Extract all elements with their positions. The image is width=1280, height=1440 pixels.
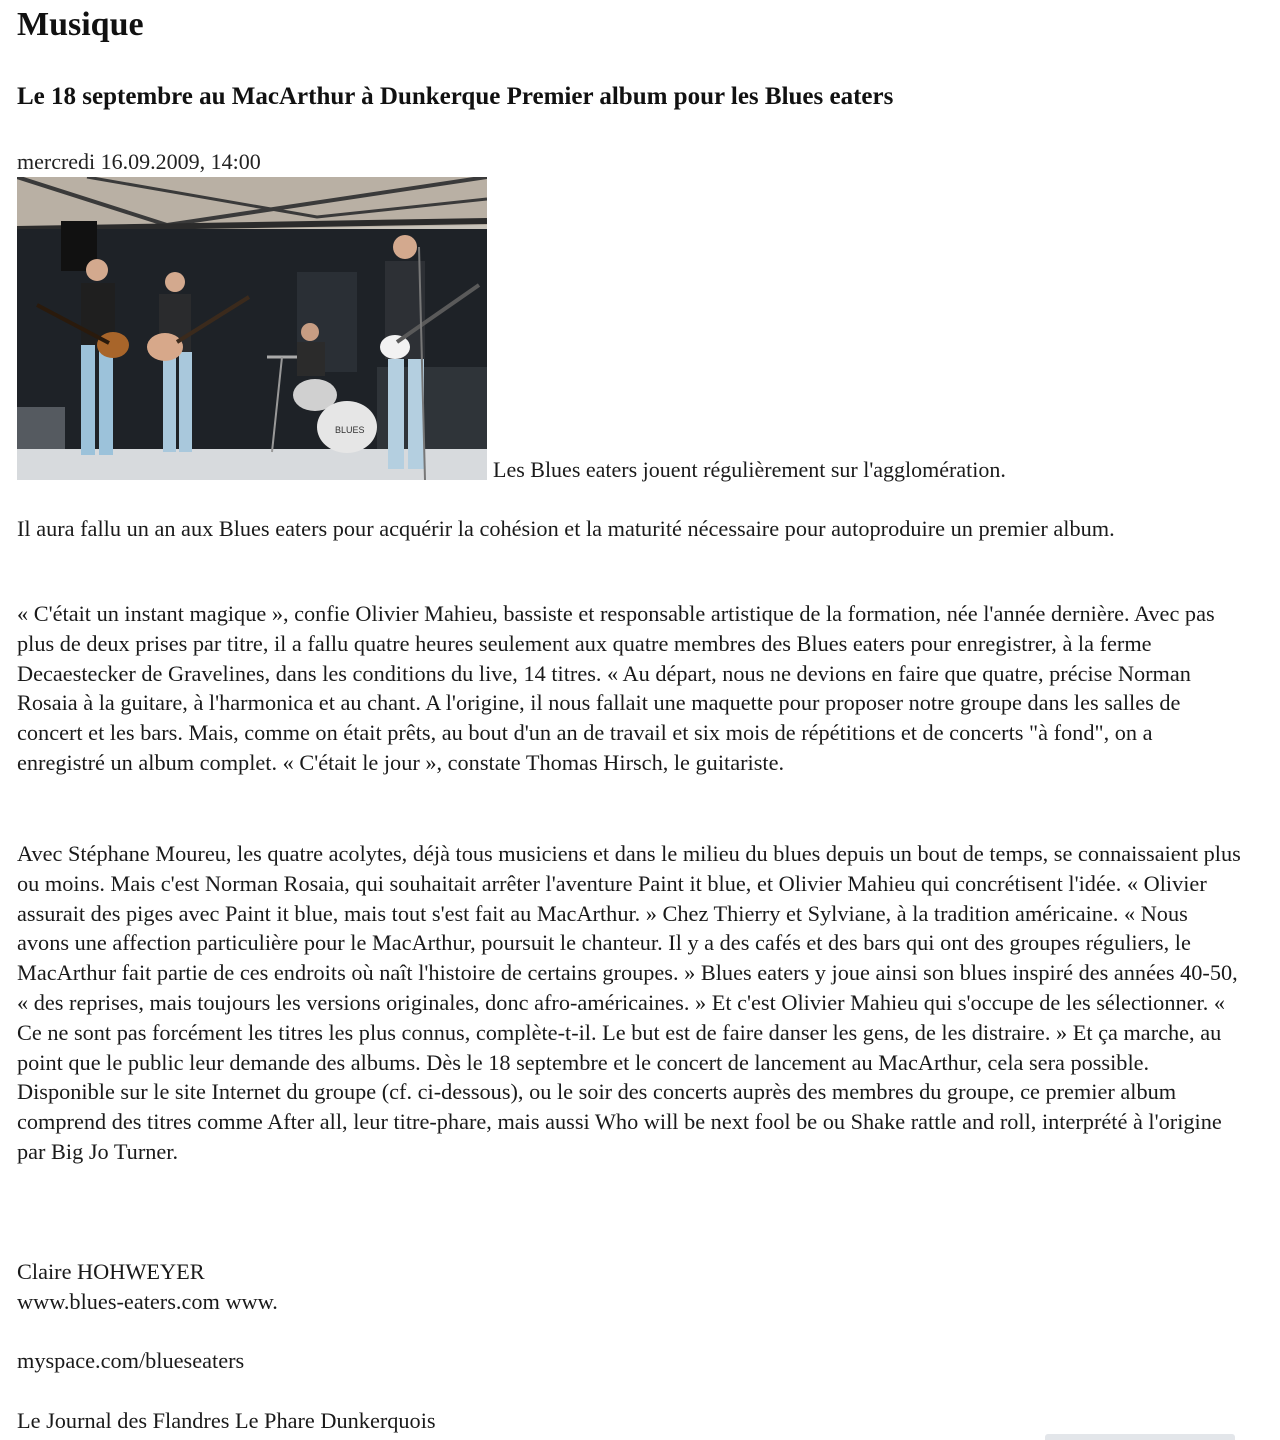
drum-logo: BLUES — [335, 425, 365, 435]
section-title: Musique — [17, 6, 144, 43]
article-paragraph-3: Avec Stéphane Moureu, les quatre acolytes, déjà tous musiciens et dans le milieu du blues depuis un bout de temps, se connaissaient plus ou moins. Mais c'est Norman Rosaia, qui souhaitait arrêter l'aventure Paint it blue, et Olivier Mahieu qui concrétisent l'idée. « Olivier assurait des piges avec Paint it blue, mais tout s'est fait au MacArthur. » Chez Thierry et Sylviane, à la tradition américaine. « Nous avons une affection particulière pour le MacArthur, poursuit le chanteur. Il y a des cafés et des bars qui ont des groupes réguliers, le MacArthur fait partie de ces endroits où naît l'histoire de certains groupes. » Blues eaters y joue ainsi son blues inspiré des années 40-50, « des reprises, mais toujours les versions originales, donc afro-américaines. » Et c'est Olivier Mahieu qui s'occupe de les sélectionner. « Ce ne sont pas forcément les titres les plus connus, complète-t-il. Le but est de faire danser les gens, de les distraire. » Et ça marche, au point que le public leur demande des albums. Dès le 18 septembre et le concert de lancement au MacArthur, cela sera possible. Disponible sur le site Internet du groupe (cf. ci-dessous), ou le soir des concerts auprès des membres du groupe, ce premier album comprend des titres comme After all, leur titre-phare, mais aussi Who will be next fool be ou Shake rattle and roll, interprété à l'origine par Big Jo Turner. — [17, 841, 1241, 1164]
article-date: mercredi 16.09.2009, 14:00 — [17, 149, 261, 174]
photo-caption: Les Blues eaters jouent régulièrement sur l'agglomération. — [493, 457, 1006, 482]
band-photo-illustration — [17, 177, 487, 480]
article-author: Claire HOHWEYER — [17, 1259, 205, 1284]
article-paragraph-2: « C'était un instant magique », confie Olivier Mahieu, bassiste et responsable artistique de la formation, née l'année dernière. Avec pas plus de deux prises par titre, il a fallu quatre heures seulement aux quatre membres des Blues eaters pour enregistrer, à la ferme Decaestecker de Gravelines, dans les conditions du live, 14 titres. « Au départ, nous ne devions en faire que quatre, précise Norman Rosaia à la guitare, à l'harmonica et au chant. A l'origine, il nous fallait une maquette pour proposer notre groupe dans les salles de concert et les bars. Mais, comme on était prêts, au bout d'un an de travail et six mois de répétitions et de concerts "à fond", on a enregistré un album complet. « C'était le jour », constate Thomas Hirsch, le guitariste. — [17, 601, 1215, 775]
article-headline: Le 18 septembre au MacArthur à Dunkerque Premier album pour les Blues eaters — [17, 83, 894, 110]
horizontal-scrollbar[interactable] — [1045, 1434, 1235, 1440]
article-source: Le Journal des Flandres Le Phare Dunkerquois — [17, 1408, 436, 1433]
article-paragraph-1: Il aura fallu un an aux Blues eaters pour acquérir la cohésion et la maturité nécessaire pour autoproduire un premier album. — [17, 516, 1115, 541]
myspace-link[interactable]: myspace.com/blueseaters — [17, 1348, 245, 1373]
band-photo — [17, 177, 487, 480]
band-website-link[interactable]: www.blues-eaters.com www. — [17, 1289, 278, 1314]
